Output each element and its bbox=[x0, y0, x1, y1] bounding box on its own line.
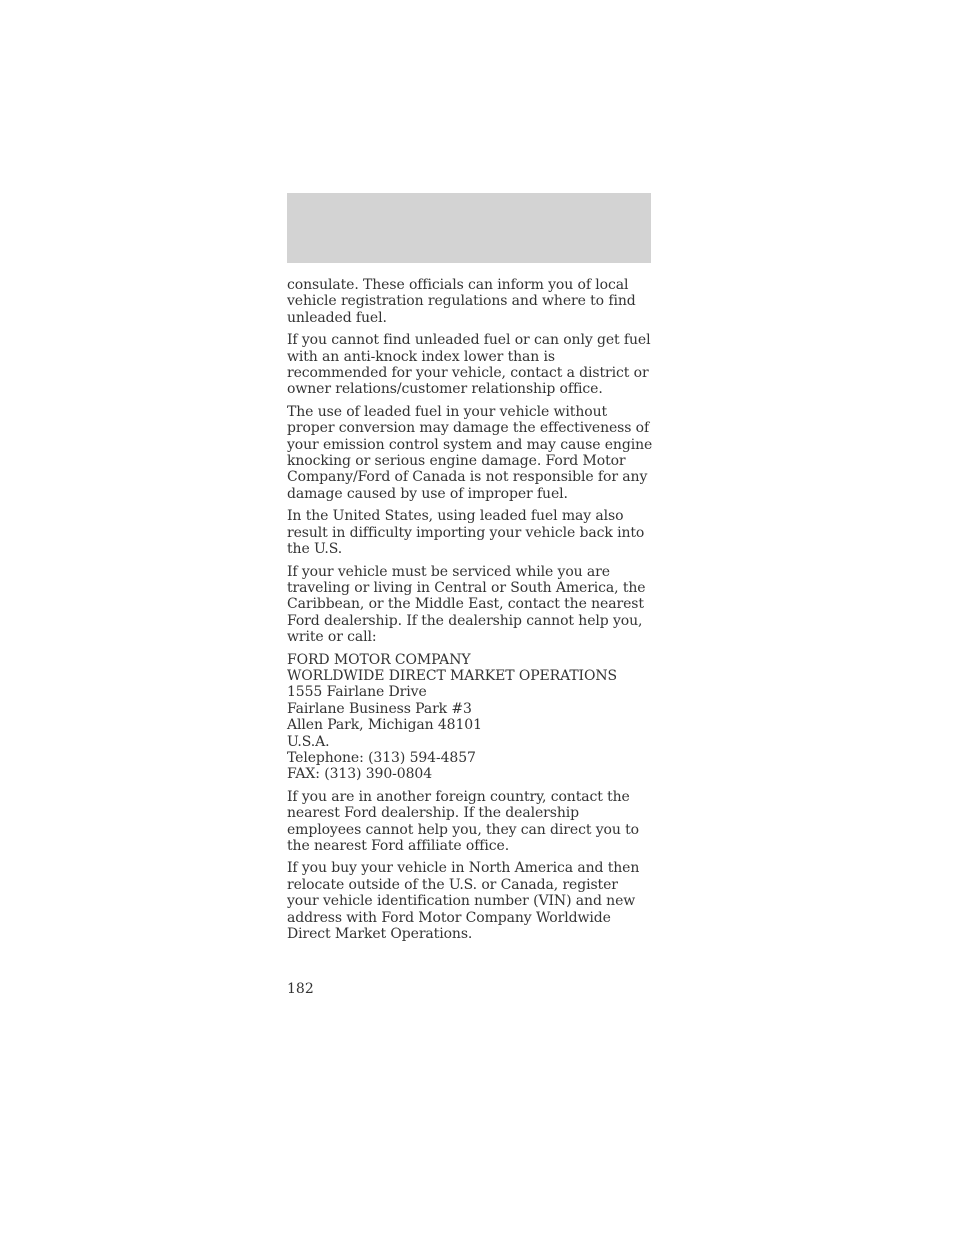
address-country: U.S.A. bbox=[287, 733, 330, 750]
address-fax: FAX: (313) 390-0804 bbox=[287, 766, 433, 783]
paragraph-foreign-country: If you are in another foreign country, contact the nearest Ford dealership. If the dealership employees cannot help you, they can direct you to the nearest Ford affiliate office. bbox=[287, 788, 639, 854]
address-city: Allen Park, Michigan 48101 bbox=[287, 717, 482, 734]
address-telephone: Telephone: (313) 594-4857 bbox=[287, 749, 476, 766]
paragraph-import-difficulty: In the United States, using leaded fuel may also result in difficulty importing your vehicle back into the U.S. bbox=[287, 508, 645, 558]
address-park: Fairlane Business Park #3 bbox=[287, 700, 472, 717]
address-company: FORD MOTOR COMPANY bbox=[287, 651, 471, 668]
paragraph-consulate: consulate. These officials can inform you of local vehicle registration regulations and where to find unleaded fuel. bbox=[287, 277, 636, 326]
paragraph-servicing-abroad: If your vehicle must be serviced while you are traveling or living in Central or South America, the Caribbean, or the Middle East, contact the nearest Ford dealership. If the dealership cannot help you, write or call: bbox=[287, 563, 646, 646]
page-number: 182 bbox=[287, 981, 314, 997]
address-department: WORLDWIDE DIRECT MARKET OPERATIONS bbox=[287, 667, 618, 684]
section-header-band bbox=[287, 193, 651, 263]
paragraph-unleaded-fuel: If you cannot find unleaded fuel or can only get fuel with an anti-knock index lower than is recommended for your vehicle, contact a district or owner relations/customer relationship office. bbox=[287, 332, 651, 398]
paragraph-relocation: If you buy your vehicle in North America and then relocate outside of the U.S. or Canada, register your vehicle identification number (VIN) and new address with Ford Motor Company Worldwide Direct Market Operations. bbox=[287, 860, 640, 943]
page-body bbox=[287, 277, 653, 948]
address-street: 1555 Fairlane Drive bbox=[287, 684, 427, 701]
paragraph-leaded-fuel-warning: The use of leaded fuel in your vehicle without proper conversion may damage the effectiveness of your emission control system and may cause engine knocking or serious engine damage. Ford Motor Company/Ford of Canada is not responsible for any damage caused by use of improper fuel. bbox=[287, 403, 653, 502]
contact-address bbox=[287, 652, 653, 783]
